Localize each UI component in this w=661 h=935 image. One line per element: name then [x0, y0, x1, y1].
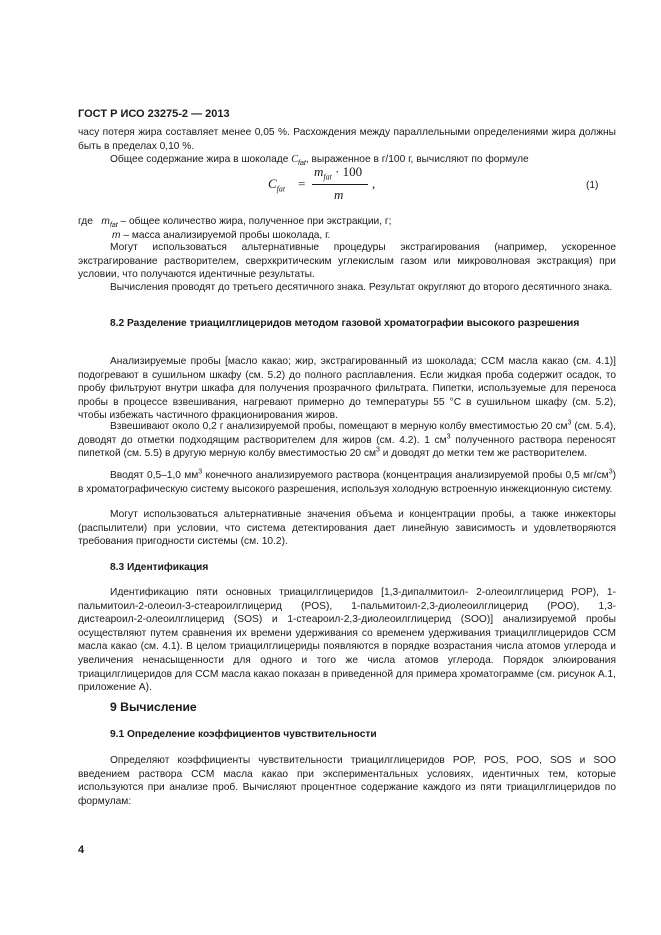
paragraph-alternative-extraction: Могут использоваться альтернативные процедуры экстрагирования (например, ускоренное экстрагирование растворителем, сверхкритическим углекислым газом или микроволновая экстракция) при условии, что получаются идентичные результаты. — [78, 242, 616, 281]
paragraph-rounding: Вычисления проводят до третьего десятичного знака. Результат округляют до второго десятичного знака. — [110, 282, 613, 293]
paragraph-fat-loss: часу потеря жира составляет менее 0,05 %. Расхождения между параллельными определениями жира должны быть в пределах 0,10 %. — [78, 127, 616, 152]
paragraph-injection: Вводят 0,5–1,0 $мм^3$ конечного анализируемого раствора (концентрация анализируемой пробы 0,5 $мг/см^3$) в хроматографическую систему высокого разрешения, используя холодную встроенную инжекционную систему. — [78, 468, 616, 495]
section-8-3-heading: 8.3 Идентификация — [110, 562, 209, 573]
formula-equals: = — [298, 176, 306, 191]
formula-1 — [268, 165, 448, 207]
where-explanations — [78, 215, 616, 242]
formula-numerator: $m_{fat} \cdot 100$ — [314, 164, 363, 182]
section-9-1-heading: 9.1 Определение коэффициентов чувствительности — [110, 729, 377, 740]
formula-fraction-bar — [312, 184, 368, 185]
formula-comma: , — [372, 176, 376, 191]
paragraph-fat-content-intro: Общее содержание жира в шоколаде $C_{fat}$, выраженное в г/100 г, вычисляют по формуле — [110, 154, 529, 168]
paragraph-identification: Идентификацию пяти основных триацилглицеридов [1,3-дипалмитоил- 2-олеоилглицерид POP), 1-пальмитоил-2-олеоил-3-стеароилглицерид (POS), 1-пальмитоил-2,3-диолеоилглицерид (POO), 1,3-дистеароил-2-олеоилглицерид (SOS) и 1-стеароил-2,3-диолеоилглицерид (SOO)] анализируемой пробы осуществляют путем сравнения их времени удерживания со временем удерживания триацилглицеридов CCM масла какао (см. 4.1). В целом триацилглицериды появляются в порядке возрастания числа атомов углерода и увеличения ненасыщенности для одного и того же числа атомов углерода. Порядок элюирования триацилглицеридов для CCM масла какао показан в приведенной для примера хроматограмме (см. рисунок А.1, приложение А). — [78, 587, 616, 694]
paragraph-alternative-volumes: Могут использоваться альтернативные значения объема и концентрации пробы, а также инжекторы (распылители) при условии, что система детектирования дает линейную зависимость и удовлетворяются требования пригодности системы (см. 10.2). — [78, 509, 616, 548]
section-9-heading: 9 Вычисление — [110, 700, 197, 714]
where-line-1: где $m_{fat}$ – общее количество жира, полученное при экстракции, г; — [78, 216, 392, 230]
document-header: ГОСТ Р ИСО 23275-2 — 2013 — [78, 108, 230, 120]
paragraph-sample-heating: Анализируемые пробы [масло какао; жир, экстрагированный из шоколада; CCM масла какао (см. 4.1)] подогревают в сушильном шкафу (см. 5.2) до полного расплавления. Если жидкая проба содержит осадок, то пробу фильтруют внутри шкафа для получения прозрачного фильтрата. Пипетки, используемые для переноса пробы в процессе взвешивания, нагревают примерно до температуры 55 °С в сушильном шкафу (см. 5.2), чтобы избежать частичного фракционирования жиров. — [78, 356, 616, 422]
where-line-2: m – масса анализируемой пробы шоколада, г. — [112, 229, 331, 241]
formula-number: (1) — [586, 180, 599, 191]
formula-lhs: $C_{fat}$ — [268, 176, 286, 194]
paragraph-response-factors: Определяют коэффициенты чувствительности триацилглицеридов POP, POS, POO, SOS и SOO введением раствора CCM масла какао при экспериментальных условиях, идентичных тем, которые используются при анализе проб. Вычисляют процентное содержание каждого из пяти триацилглицеридов по формулам: — [78, 755, 616, 807]
section-8-2-heading: 8.2 Разделение триацилглицеридов методом газовой хроматографии высокого разрешения — [110, 318, 580, 329]
page-number: 4 — [78, 844, 85, 856]
paragraph-weighing: Взвешивают около 0,2 г анализируемой пробы, помещают в мерную колбу вместимостью 20 $см^3$ (см. 5.4), доводят до отметки подходящим растворителем для жиров (см. 4.2). 1 $см^3$ полученного раствора переносят пипеткой (см. 5.5) в другую мерную колбу вместимостью 20 $см^3$ и доводят до метки тем же растворителем. — [78, 419, 617, 460]
formula-denominator: m — [334, 187, 344, 202]
